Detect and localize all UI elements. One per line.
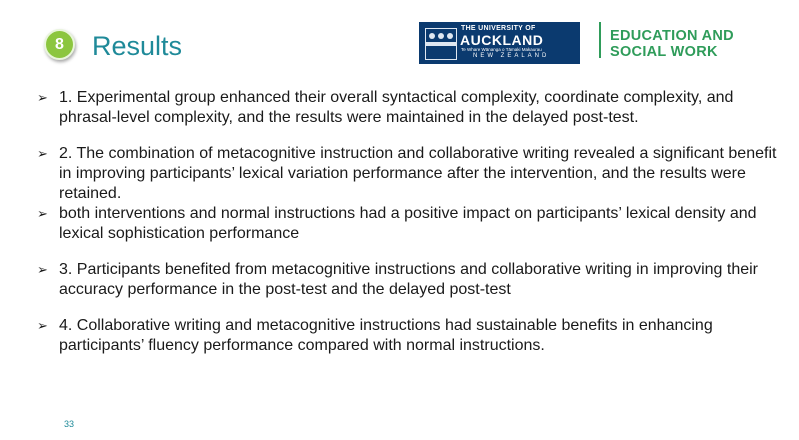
logo-line-2: AUCKLAND	[460, 32, 544, 48]
logo-line-3: Te Whare Wānanga o Tāmaki Makaurau	[461, 47, 542, 52]
university-logo	[419, 22, 580, 64]
result-text: both interventions and normal instructions had a positive impact on participants’ lexical density and lexical sophistication performance	[59, 205, 757, 242]
bullet-arrow-icon: ➢	[37, 318, 48, 333]
slide-title: Results	[92, 31, 183, 61]
results-list	[37, 88, 787, 356]
bullet-arrow-icon: ➢	[37, 262, 48, 277]
logo-line-4: NEW ZEALAND	[473, 53, 550, 59]
slide-number-badge: 8	[44, 29, 75, 60]
result-item	[37, 316, 787, 356]
bullet-arrow-icon: ➢	[37, 146, 48, 161]
faculty-line-1: EDUCATION AND	[610, 28, 734, 44]
result-item	[37, 204, 787, 244]
faculty-name	[610, 28, 734, 60]
crest-icon	[425, 28, 457, 60]
page-number: 33	[64, 419, 75, 429]
result-text: 1. Experimental group enhanced their overall syntactical complexity, coordinate complexity, and phrasal-level complexity, and the results were maintained in the delayed post-test.	[59, 89, 734, 126]
result-item	[37, 88, 787, 128]
logo-line-1: THE UNIVERSITY OF	[461, 25, 536, 32]
bullet-arrow-icon: ➢	[37, 206, 48, 221]
header-divider	[599, 22, 601, 58]
result-item	[37, 144, 787, 204]
bullet-arrow-icon: ➢	[37, 90, 48, 105]
result-text: 3. Participants benefited from metacognitive instructions and collaborative writing in improving their accuracy performance in the post-test and the delayed post-test	[59, 261, 759, 298]
result-item	[37, 260, 787, 300]
faculty-line-2: SOCIAL WORK	[610, 44, 718, 60]
result-text: 2. The combination of metacognitive instruction and collaborative writing revealed a significant benefit in improving participants’ lexical variation performance after the intervention, and the results were retained.	[59, 145, 777, 202]
result-text: 4. Collaborative writing and metacognitive instructions had sustainable benefits in enhancing participants’ fluency performance compared with normal instructions.	[59, 317, 713, 354]
